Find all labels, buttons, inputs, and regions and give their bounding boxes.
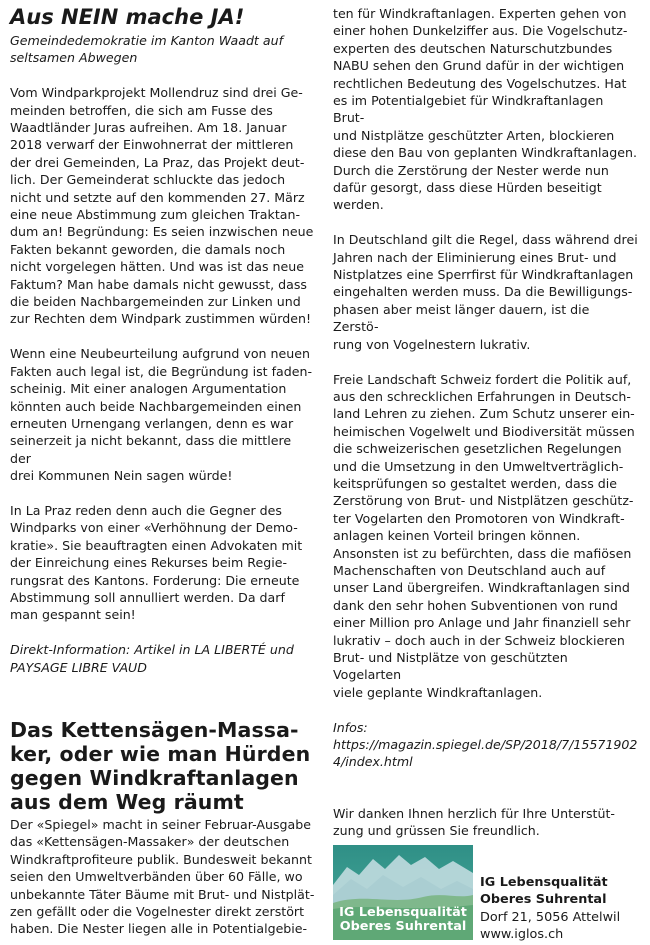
- article2-paragraph-2: [333, 231, 638, 353]
- text-line: kratie». Sie beauftragten einen Advokaten mit: [10, 537, 303, 553]
- article2-thanks: [333, 805, 638, 840]
- logo-text: [333, 906, 473, 934]
- article1-subtitle: [10, 32, 315, 67]
- organization-logo: [333, 845, 473, 940]
- text-line: dafür gesorgt, dass diese Hürden beseitigt: [333, 180, 602, 196]
- article1-source: [10, 641, 315, 676]
- text-line: die schweizerischen gesetzlichen Regelungen: [333, 441, 622, 457]
- text-line: der Einreichung eines Rekurses beim Regie-: [10, 555, 288, 571]
- text-line: haben. Die Nester liegen alle in Potentialgebie-: [10, 921, 308, 937]
- article2-paragraph-3: [333, 371, 638, 702]
- title-line: aus dem Weg räumt: [10, 789, 244, 814]
- text-line: rungsrat des Kantons. Forderung: Die erneute: [10, 572, 300, 588]
- subtitle-line: Gemeindedemokratie im Kanton Waadt auf: [10, 33, 284, 48]
- text-line: ten für Windkraftanlagen. Experten gehen von: [333, 6, 627, 21]
- text-line: und Nistplätze geschützter Arten, blockieren: [333, 127, 615, 143]
- org-name: IG Lebensqualität: [480, 875, 608, 890]
- article1-title: Aus NEIN mache JA!: [10, 5, 245, 29]
- text-line: scheinig. Mit einer analogen Argumentation: [10, 381, 287, 397]
- text-line: PAYSAGE LIBRE VAUD: [10, 659, 147, 675]
- title-line: gegen Windkraftanlagen: [10, 765, 299, 790]
- text-line: diese den Bau von geplanten Windkraftanlagen.: [333, 145, 638, 161]
- text-line: heimischen Vogelwelt und Biodiversität müssen: [333, 423, 635, 439]
- text-line: In Deutschland gilt die Regel, dass während drei: [333, 232, 638, 248]
- text-line: Fakten auch legal ist, die Begründung ist faden-: [10, 363, 312, 379]
- org-name: Oberes Suhrental: [480, 892, 607, 908]
- text-line: dank den sehr hohen Subventionen von rund: [333, 597, 618, 613]
- text-line: Vom Windparkprojekt Mollendruz sind drei Ge-: [10, 85, 303, 101]
- text-line: unbekannte Täter Bäume mit Brut- und Nistplät-: [10, 886, 315, 902]
- right-column: [333, 5, 638, 840]
- info-link[interactable]: https://magazin.spiegel.de/SP/2018/7/15571902: [333, 737, 638, 753]
- text-line: Durch die Zerstörung der Nester werde nun: [333, 162, 609, 178]
- contact-info: [480, 874, 620, 944]
- text-line: seinerzeit ja nicht bekannt, dass die mittlere der: [10, 433, 292, 466]
- text-line: Faktum? Man habe damals nicht gewusst, dass: [10, 276, 307, 292]
- article2-intro: [10, 816, 315, 938]
- subtitle-line: seltsamen Abwegen: [10, 50, 138, 66]
- text-line: lukrativ – doch auch in der Schweiz blockieren: [333, 632, 625, 648]
- text-line: lich. Der Gemeinderat schluckte das jedoch: [10, 172, 286, 188]
- text-line: rechtlichen Bedeutung des Vogelschutzes. Hat: [333, 75, 627, 91]
- text-line: rung von Vogelnestern lukrativ.: [333, 336, 531, 352]
- text-line: NABU sehen den Grund dafür in der wichtigen: [333, 58, 625, 74]
- text-line: ter Vogelarten den Promotoren von Windkraft-: [333, 510, 625, 526]
- text-line: erneuten Urnengang verlangen, denn es war: [10, 415, 294, 431]
- text-line: viele geplante Windkraftanlagen.: [333, 684, 543, 700]
- article1-paragraph-2: [10, 345, 315, 484]
- left-column: [10, 0, 315, 938]
- text-line: Windparks von einer «Verhöhnung der Demo-: [10, 520, 298, 536]
- text-line: Freie Landschaft Schweiz fordert die Politik auf,: [333, 371, 632, 387]
- text-line: einer hohen Dunkelziffer aus. Die Vogelschutz-: [333, 23, 628, 39]
- text-line: land Lehren zu ziehen. Zum Schutz unserer ein-: [333, 406, 635, 422]
- logo-text-line: IG Lebensqualität: [339, 905, 467, 920]
- text-line: meinden betroffen, die sich am Fusse des: [10, 102, 273, 118]
- text-line: es im Potentialgebiet für Windkraftanlagen Brut-: [333, 93, 604, 126]
- article1-paragraph-1: [10, 84, 315, 328]
- article1-paragraph-3: [10, 502, 315, 624]
- text-line: werden.: [333, 197, 384, 213]
- text-line: die beiden Nachbargemeinden zur Linken und: [10, 294, 301, 310]
- article2-title: [10, 718, 315, 814]
- text-line: könnten auch beide Nachbargemeinden einen: [10, 398, 302, 414]
- text-line: zur Rechten dem Windpark zustimmen würden!: [10, 311, 312, 327]
- text-line: nicht vorgelegen hätten. Und was ist das neue: [10, 259, 304, 275]
- text-line: Machenschaften von Deutschland auch auf: [333, 562, 606, 578]
- text-line: In La Praz reden denn auch die Gegner des: [10, 502, 282, 518]
- text-line: Ansonsten ist zu befürchten, dass die mafiösen: [333, 545, 632, 561]
- text-line: anlagen keinen Vorteil bringen können.: [333, 528, 581, 544]
- text-line: Nistplatzes eine Sperrfirst für Windkraftanlagen: [333, 267, 634, 283]
- info-label: Infos:: [333, 719, 368, 735]
- article2-paragraph-1: [333, 5, 638, 214]
- text-line: 2018 verwarf der Einwohnerrat der mittleren: [10, 137, 294, 153]
- text-line: Abstimmung soll annulliert werden. Da darf: [10, 589, 285, 605]
- text-line: drei Kommunen Nein sagen würde!: [10, 468, 233, 484]
- text-line: Der «Spiegel» macht in seiner Februar-Ausgabe: [10, 816, 311, 832]
- address: Dorf 21, 5056 Attelwil: [480, 909, 621, 925]
- text-line: einer Million pro Anlage und Jahr finanziell sehr: [333, 615, 631, 631]
- website-link[interactable]: www.iglos.ch: [480, 927, 564, 943]
- text-line: das «Kettensägen-Massaker» der deutschen: [10, 834, 290, 850]
- text-line: Waadtländer Juras aufreihen. Am 18. Januar: [10, 120, 287, 136]
- article2-info: [333, 719, 638, 771]
- text-line: Wir danken Ihnen herzlich für Ihre Unterstüt-: [333, 805, 615, 821]
- text-line: experten des deutschen Naturschutzbundes: [333, 40, 613, 56]
- title-line: Das Kettensägen-Massa-: [10, 717, 299, 742]
- info-link[interactable]: 4/index.html: [333, 754, 413, 770]
- footer: [333, 840, 638, 943]
- text-line: und die Umsetzung in den Umweltverträglich-: [333, 458, 624, 474]
- text-line: der drei Gemeinden, La Praz, das Projekt deut-: [10, 154, 305, 170]
- text-line: phasen aber meist länger dauern, ist die Zerstö-: [333, 301, 590, 335]
- text-line: eingehalten werden muss. Da die Bewilligungs-: [333, 284, 633, 300]
- text-line: Brut- und Nistplätze von geschützten Vogelarten: [333, 650, 568, 683]
- text-line: zen gefällt oder die Vogelnester direkt zerstört: [10, 904, 305, 919]
- text-line: dum an! Begründung: Es seien inzwischen neue: [10, 224, 314, 240]
- text-line: Fakten bekannt geworden, die damals noch: [10, 241, 286, 257]
- article1-body: [10, 84, 315, 676]
- text-line: nicht und setzte auf den kommenden 27. März: [10, 189, 305, 205]
- text-line: Zerstörung von Brut- und Nistplätzen geschütz-: [333, 493, 634, 509]
- logo-text-line: Oberes Suhrental: [339, 919, 467, 934]
- text-line: zung und grüssen Sie freundlich.: [333, 823, 540, 839]
- text-line: unser Land übergreifen. Windkraftanlagen sind: [333, 580, 630, 596]
- text-line: man gespannt sein!: [10, 607, 136, 623]
- text-line: aus den schrecklichen Erfahrungen in Deutsch-: [333, 388, 631, 404]
- text-line: keitsprüfungen so gestaltet werden, dass die: [333, 475, 618, 491]
- text-line: Jahren nach der Eliminierung eines Brut- und: [333, 249, 617, 265]
- text-line: eine neue Abstimmung zum gleichen Traktan-: [10, 207, 300, 223]
- text-line: seien den Umweltverbänden über 60 Fälle, wo: [10, 869, 303, 885]
- title-line: ker, oder wie man Hürden: [10, 741, 311, 766]
- text-line: Wenn eine Neubeurteilung aufgrund von neuen: [10, 346, 310, 362]
- text-line: Windkraftprofiteure publik. Bundesweit bekannt: [10, 851, 312, 867]
- text-line: Direkt-Information: Artikel in LA LIBERTÉ und: [10, 642, 294, 658]
